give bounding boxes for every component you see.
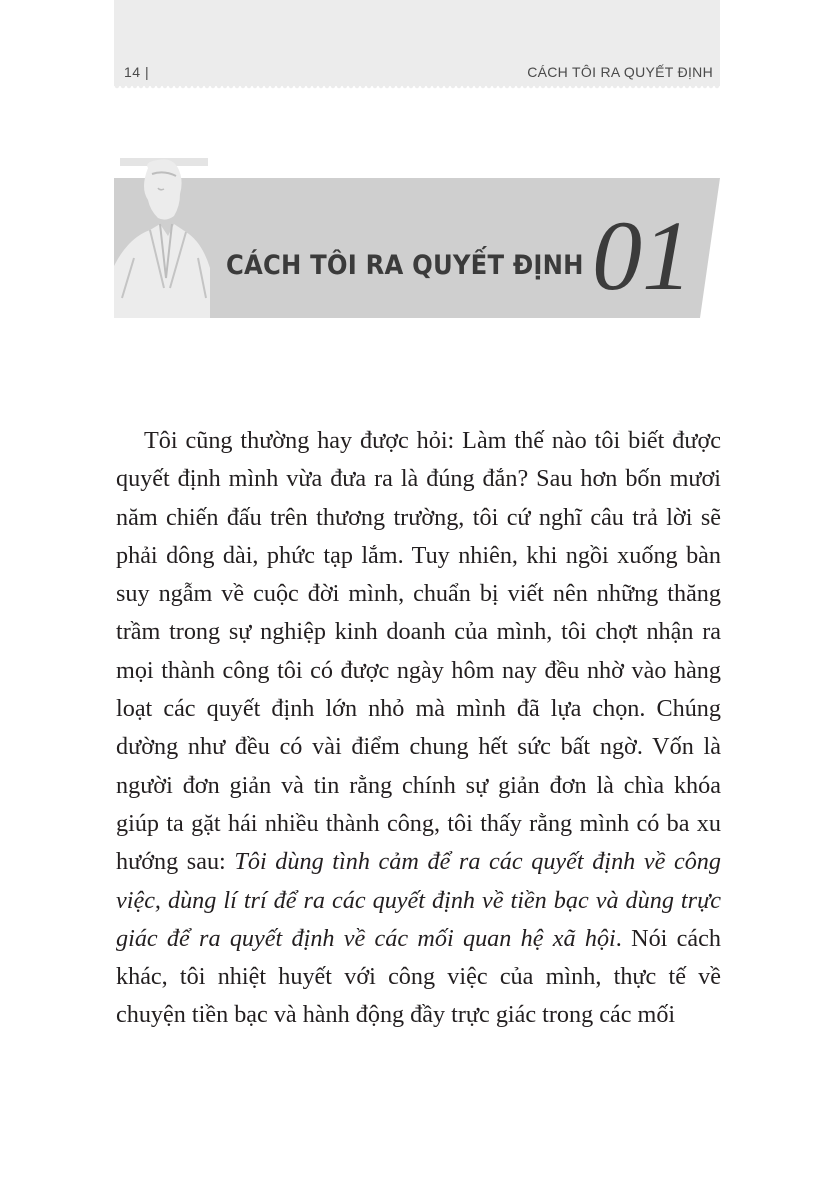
body-text-continuation: . Nói cách khác, tôi nhiệt huyết với công việc của mình, thực tế về chuyện tiền bạc và hành động đầy trực giác trong các mối [116, 924, 721, 1029]
chapter-banner [114, 158, 720, 320]
chapter-number: 01 [592, 200, 692, 311]
body-text-regular: Tôi cũng thường hay được hỏi: Làm thế nào tôi biết được quyết định mình vừa đưa ra là đúng đắn? Sau hơn bốn mươi năm chiến đấu trên thương trường, tôi cứ nghĩ câu trả lời sẽ phải dông dài, phức tạp lắm. Tuy nhiên, khi ngồi xuống bàn suy ngẫm về cuộc đời mình, chuẩn bị viết nên những thăng trầm trong sự nghiệp kinh doanh của mình, tôi chợt nhận ra mọi thành công tôi có được ngày hôm nay đều nhờ vào hàng loạt các quyết định lớn nhỏ mà mình đã lựa chọn. Chúng dường như đều có vài điểm chung hết sức bất ngờ. Vốn là người đơn giản và tin rằng chính sự giản đơn là chìa khóa giúp ta gặt hái nhiều thành công, tôi thấy rằng mình có ba xu hướng sau: [116, 427, 721, 876]
body-text [116, 422, 721, 1035]
running-header-title: CÁCH TÔI RA QUYẾT ĐỊNH [527, 64, 713, 80]
page-number: 14 | [124, 64, 150, 80]
body-text-italic: Tôi dùng tình cảm để ra các quyết định về công việc, dùng lí trí để ra các quyết định về tiền bạc và dùng trực giác để ra quyết định về các mối quan hệ xã hội [116, 848, 721, 952]
chapter-title: CÁCH TÔI RA QUYẾT ĐỊNH [226, 250, 584, 281]
body-paragraph [116, 422, 721, 1035]
